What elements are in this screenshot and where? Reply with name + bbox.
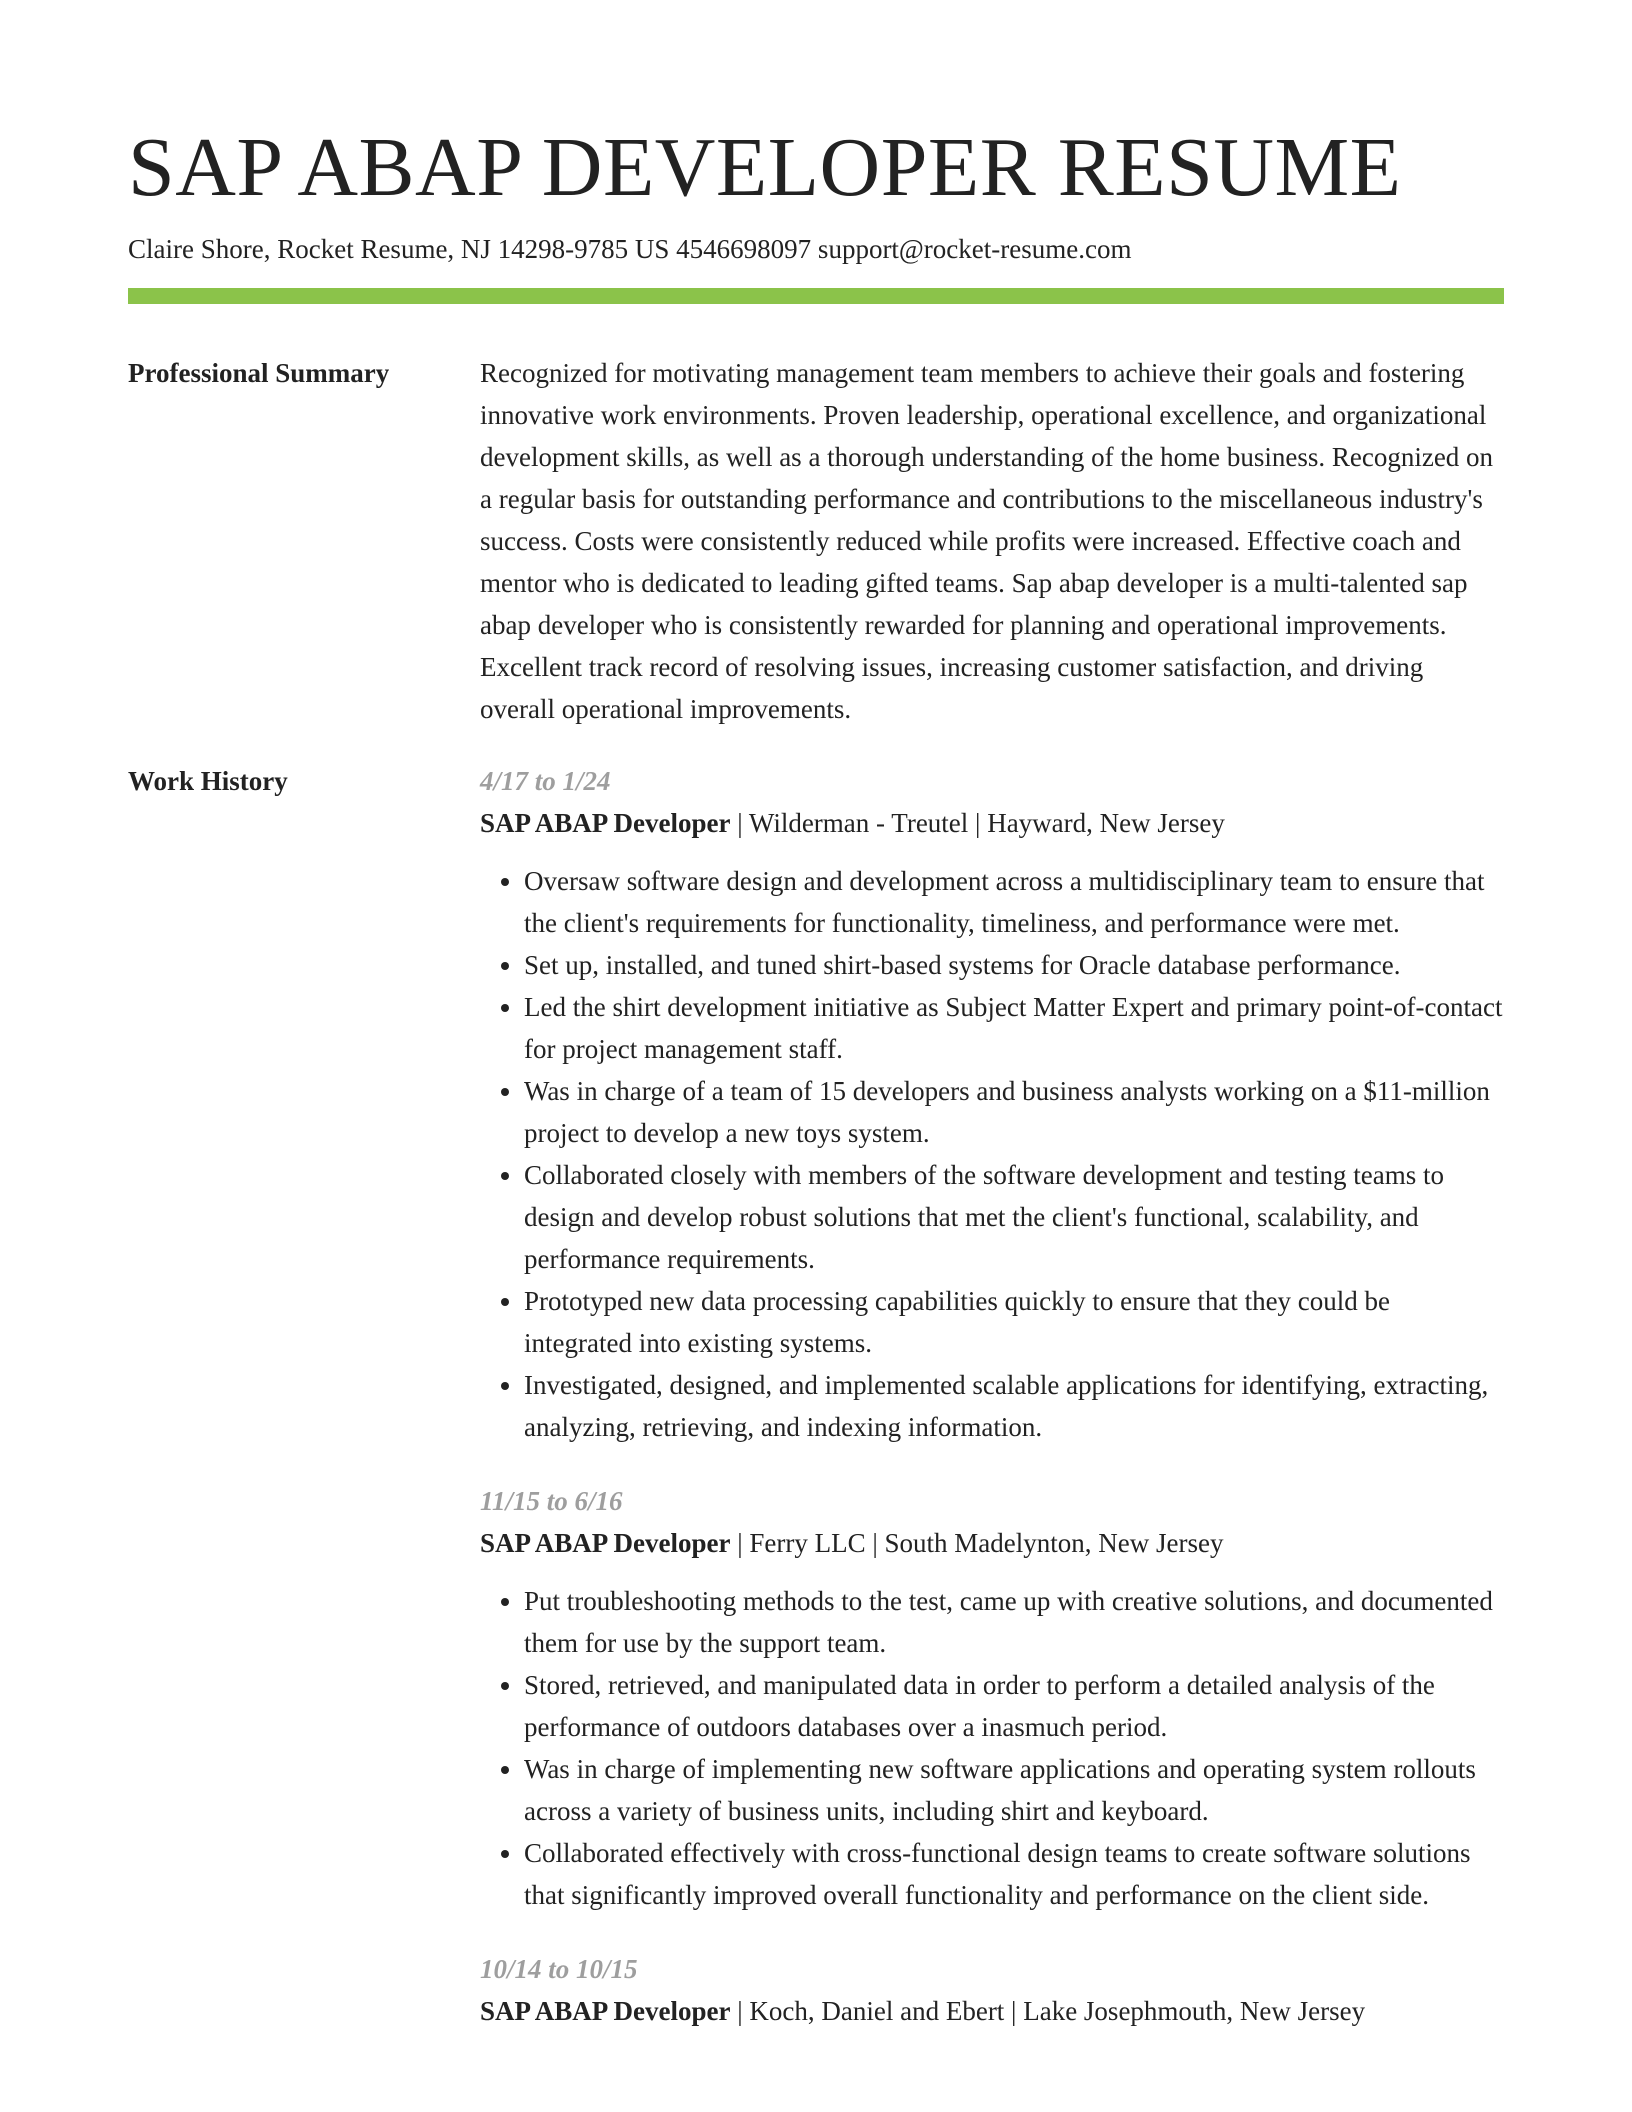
job-company-location: | Koch, Daniel and Ebert | Lake Josephmouth, New Jersey bbox=[730, 1996, 1366, 2026]
job-bullet: • Oversaw software design and development across a multidisciplinary team to ensure that the client's requirements for functionality, timeliness, and performance were met. bbox=[524, 860, 1504, 944]
job-dates: 4/17 to 1/24 bbox=[480, 766, 611, 796]
contact-line: Claire Shore, Rocket Resume, NJ 14298-9785 US 4546698097 support@rocket-resume.com bbox=[128, 234, 1132, 264]
job-bullet: • Prototyped new data processing capabilities quickly to ensure that they could be integrated into existing systems. bbox=[524, 1280, 1504, 1364]
job-bullet-list bbox=[480, 860, 1504, 1448]
professional-summary-section bbox=[128, 352, 1504, 730]
job-entry bbox=[480, 1948, 1504, 2032]
job-heading bbox=[480, 1990, 1504, 2032]
resume-title: SAP ABAP DEVELOPER RESUME bbox=[128, 121, 1402, 214]
work-history-section bbox=[128, 760, 1504, 2064]
section-label-work: Work History bbox=[128, 766, 288, 796]
job-entry bbox=[480, 760, 1504, 1448]
resume-page bbox=[128, 118, 1504, 2064]
summary-text: Recognized for motivating management team members to achieve their goals and fostering innovative work environments. Proven leadership, operational excellence, and organizational development skills, as well as a thorough understanding of the home business. Recognized on a regular basis for outstanding performance and contributions to the miscellaneous industry's success. Costs were consistently reduced while profits were increased. Effective coach and mentor who is dedicated to leading gifted teams. Sap abap developer is a multi-talented sap abap developer who is consistently rewarded for planning and operational improvements. Excellent track record of resolving issues, increasing customer satisfaction, and driving overall operational improvements. bbox=[480, 358, 1494, 724]
job-bullet: • Was in charge of implementing new software applications and operating system rollouts across a variety of business units, including shirt and keyboard. bbox=[524, 1748, 1504, 1832]
accent-divider bbox=[128, 288, 1504, 304]
job-bullet-list bbox=[480, 1580, 1504, 1916]
job-bullet: • Investigated, designed, and implemented scalable applications for identifying, extracting, analyzing, retrieving, and indexing information. bbox=[524, 1364, 1504, 1448]
job-heading bbox=[480, 802, 1504, 844]
section-label-summary: Professional Summary bbox=[128, 358, 390, 388]
job-bullet: • Led the shirt development initiative as Subject Matter Expert and primary point-of-contact for project management staff. bbox=[524, 986, 1504, 1070]
job-title: SAP ABAP Developer bbox=[480, 1528, 731, 1558]
job-heading bbox=[480, 1522, 1504, 1564]
job-dates: 11/15 to 6/16 bbox=[480, 1486, 623, 1516]
job-entry bbox=[480, 1480, 1504, 1916]
job-bullet: • Stored, retrieved, and manipulated data in order to perform a detailed analysis of the performance of outdoors databases over a inasmuch period. bbox=[524, 1664, 1504, 1748]
summary-body bbox=[480, 352, 1504, 730]
job-title: SAP ABAP Developer bbox=[480, 1996, 731, 2026]
job-bullet: • Collaborated effectively with cross-functional design teams to create software solutions that significantly improved overall functionality and performance on the client side. bbox=[524, 1832, 1504, 1916]
job-title: SAP ABAP Developer bbox=[480, 808, 731, 838]
job-dates: 10/14 to 10/15 bbox=[480, 1954, 638, 1984]
job-bullet: • Put troubleshooting methods to the test, came up with creative solutions, and documented them for use by the support team. bbox=[524, 1580, 1504, 1664]
job-company-location: | Ferry LLC | South Madelynton, New Jersey bbox=[730, 1528, 1224, 1558]
job-bullet: • Was in charge of a team of 15 developers and business analysts working on a $11-million project to develop a new toys system. bbox=[524, 1070, 1504, 1154]
work-history-body bbox=[480, 760, 1504, 2064]
job-bullet: • Set up, installed, and tuned shirt-based systems for Oracle database performance. bbox=[524, 944, 1504, 986]
job-bullet: • Collaborated closely with members of the software development and testing teams to design and develop robust solutions that met the client's functional, scalability, and performance requirements. bbox=[524, 1154, 1504, 1280]
job-company-location: | Wilderman - Treutel | Hayward, New Jersey bbox=[730, 808, 1225, 838]
